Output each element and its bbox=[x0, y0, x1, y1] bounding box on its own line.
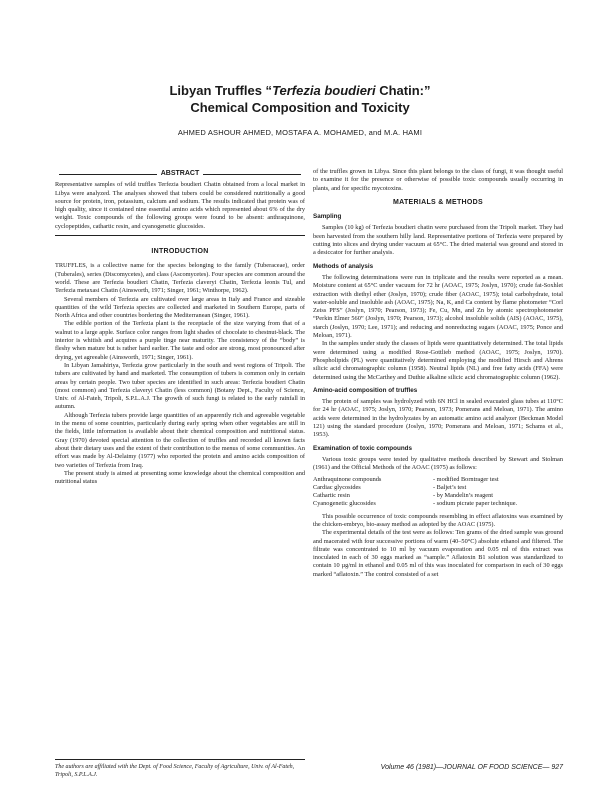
amino-heading: Amino-acid composition of truffles bbox=[313, 386, 418, 394]
title-species: Terfezia boudieri bbox=[272, 83, 376, 98]
analysis-paragraph: The following determinations were run in triplicate and the results were reported as a mean. Moisture content at 65°C under vacuum for 72 hr (AOAC, 1975; Joslyn, 1970); crude fat-Soxhlet extraction with diethyl ether (Joslyn, 1970); crude fiber (AOAC, 1975); total carbohydrate, total water-soluble and insoluble ash (AOAC, 1975); Na, K, and Ca content by flame photometer “Corl Zeiss PFS” (Joslyn, 1970; Pearson, 1973); Fe, Cu, Mn, and Zn by atomic spectrophotometer “Perkin Elmer 560” (Joslyn, 1970; Pearson, 1973); alcohol insoluble solids (AIS) (AOAC, 1975), starch (Joslyn, 1970; Lee, 1971); and reducing and nonreducing sugars (AOAC, 1975; Ponce and Meloan, 1971). bbox=[313, 273, 563, 340]
running-footer: Volume 46 (1981)—JOURNAL OF FOOD SCIENCE— 927 bbox=[380, 764, 563, 771]
author-line: AHMED ASHOUR AHMED, MOSTAFA A. MOHAMED, and M.A. HAMI bbox=[177, 128, 423, 137]
abstract-text: Representative samples of wild truffles Terfezia boudieri Chatin obtained from a local market in Libya were analyzed. The analyses showed that tubers could be considered nutritionally a good source for protein, iron, potassium, calcium and sodium. The results indicated that protein was of high quality, since it contained nine essential amino acids which represented about 6% of the dry weight. Toxic compounds of the following groups were found to be absent: anthraquinone, cyclopeptides, cathartic resin, and cyanogenetic glucosides. bbox=[55, 181, 305, 230]
closing-paragraph: This possible occurrence of toxic compounds resembling in effect aflatoxins was examined by the chicken-embryo, bio-assay method as adopted by the AOAC (1975). bbox=[313, 512, 563, 528]
article-title bbox=[100, 82, 500, 116]
abstract-rule-right bbox=[203, 174, 301, 175]
title-line-1: Libyan Truffles “Terfezia boudieri Chatin:” bbox=[169, 83, 431, 98]
abstract-rule-left bbox=[59, 174, 157, 175]
right-column bbox=[313, 168, 563, 579]
intro-paragraph: Several members of Terfezia are cultivated over large areas in Italy and France and sizeable quantities of the wild Terfezia species are collected and marketed in Southern Europe, parts of North Africa and other countries bordering the Mediterranean (Singer, 1961). bbox=[55, 295, 305, 320]
list-item: Anthraquinone compounds - modified Borntrager test bbox=[313, 475, 499, 483]
intro-paragraph: Although Terfezia tubers provide large quantities of an apparently rich and agreeable vegetable in the menu of some countries, particularly during early spring when other vegetables are still in the fields, little information is available about their chemical composition and nutritional status. Gray (1970) devoted special attention to the collection of truffles and recorded all known facts about their dietary uses and the extent of their contribution to the menus of some communities. An effort was made by Al-Delaimy (1977) who reported the protein and amino acids composition of two varieties of Terfezia from Iraq. bbox=[55, 411, 305, 469]
list-item: Cardiac glycosides - Baljet’s test bbox=[313, 483, 467, 491]
analysis-heading: Methods of analysis bbox=[313, 262, 374, 270]
sampling-heading: Sampling bbox=[313, 213, 342, 221]
intro-paragraph: The present study is aimed at presenting some knowledge about the chemical composition and nutritional status bbox=[55, 469, 305, 486]
toxic-text: Various toxic groups were tested by qualitative methods described by Stewart and Stolman (1961) and the Official Methods of the AOAC (1975) as follows: bbox=[313, 455, 563, 472]
amino-text: The protein of samples was hydrolyzed with 6N HCl in sealed evacuated glass tubes at 110°C for 24 hr (AOAC, 1975; Joslyn, 1970; Pearson, 1973; Pomerans and Meloan, 1971). The amino acids were determined in the hydrolyzates by an automatic amino acid analyzer (Beckman Model 121) using the standard procedure (Joslyn, 1970; Pomerans and Meloan, 1971; Schams et al., 1953). bbox=[313, 398, 563, 439]
intro-continued: of the truffles grown in Libya. Since this plant belongs to the class of fungi, it was thought useful to examine it for the presence or otherwise of possible toxic compounds usually occurring in plants, and for specific mycotoxins. bbox=[313, 168, 563, 192]
affiliation-footnote: The authors are affiliated with the Dept. of Food Science, Faculty of Agriculture, Univ. of Al-Fateh, Tripoli, S.P.L.A.J. bbox=[55, 759, 305, 779]
list-item: Cyanogenetic glucosides - sodium picrate paper technique. bbox=[313, 500, 518, 508]
intro-paragraph: TRUFFLES, is a collective name for the species belonging to the family (Tuberaceae), order (Tuberales), series (Discomycetes), and class (Ascomycetes). Four species are common around the world. These are Terfezia boudieri Chatin, Terfezia claveryi Chatin, Terfezia leonis Tul, and Terfezia metaxasi Chatin (Ainsworth, 1971; Singer, 1961; Winthorpe, 1962). bbox=[55, 262, 305, 295]
sampling-text: Samples (10 kg) of Terfezia boudieri chatin were purchased from the Tripoli market. They had been harvested from the southern hilly land. Representative portions of Terfezia were prepared by cutting into slices and drying under vacuum at 65°C. The dried material was ground and stored in a desiccator for further analysis. bbox=[313, 224, 563, 257]
closing-paragraph: The experimental details of the test were as follows: Ten grams of the dried sample was ground and macerated with four successive portions of warm (40–50°C) absolute ethanol and filtered. The filtrate was concentrated to 10 ml by vacuum evaporation and 0.05 ml of this extract was inoculated in each of 30 eggs marked as “sample.” Aflatoxin B1 solution was standardized to contain 10 µg/ml in ethanol and 0.05 ml of this was inoculated for comparison in each of 30 eggs marked “aflatoxin.” The control consisted of a set bbox=[313, 529, 563, 578]
toxic-heading: Examination of toxic compounds bbox=[313, 444, 413, 452]
intro-paragraph: In Libyan Jamahiriya, Terfezia grow particularly in the south and west regions of Tripoli. The tubers are cultivated by hand and marketed. The consumption of tubers is common only in certain areas by certain people. Two tuber species are identified in such areas: Terfezia boudieri Chatin (most common) and Terfezia claveryi Chatin (less common) (Botany Dept., Faculty of Science, Univ. of Al-Fateh, Tripoli, S.P.L.A.J. The growth of such fungi is related to the early rainfall in autumn. bbox=[55, 361, 305, 411]
abstract-heading: ABSTRACT bbox=[55, 170, 305, 178]
title-line-2: Chemical Composition and Toxicity bbox=[190, 100, 410, 115]
toxic-test-list bbox=[313, 476, 563, 509]
intro-paragraph: The edible portion of the Terfezia plant is the receptacle of the size varying from that of a walnut to a large apple. Surface color ranges from light shades of chocolate to chestnut-black. The interior is whitish and acquires a purple tinge near maturity. The consistency of the “body” is fleshy when mature but is rather hard earlier. The taste and odor are strong, most pronounced after drying, yet agreeable (Ainsworth, 1971; Singer, 1961). bbox=[55, 320, 305, 361]
introduction-heading: INTRODUCTION bbox=[151, 248, 209, 256]
analysis-paragraph: In the samples under study the classes of lipids were quantitatively determined. The total lipids were determined using a modified Rose-Gottlieb method (AOAC, 1975; Joslyn, 1970). Phospholipids (PL) were quantitatively determined employing the modified Hirsch and Ahrens silicic acid chromatographic column (1958). Neutral lipids (NL) and free fatty acids (FFA) were determined using the McCarthey and Duthie alkaline silicic acid chromatographic column (1962). bbox=[313, 340, 563, 381]
left-column bbox=[55, 168, 305, 486]
methods-heading: MATERIALS & METHODS bbox=[393, 198, 483, 206]
abstract-divider bbox=[55, 235, 305, 236]
list-item: Cathartic resin - by Mandelin’s reagent bbox=[313, 492, 493, 500]
